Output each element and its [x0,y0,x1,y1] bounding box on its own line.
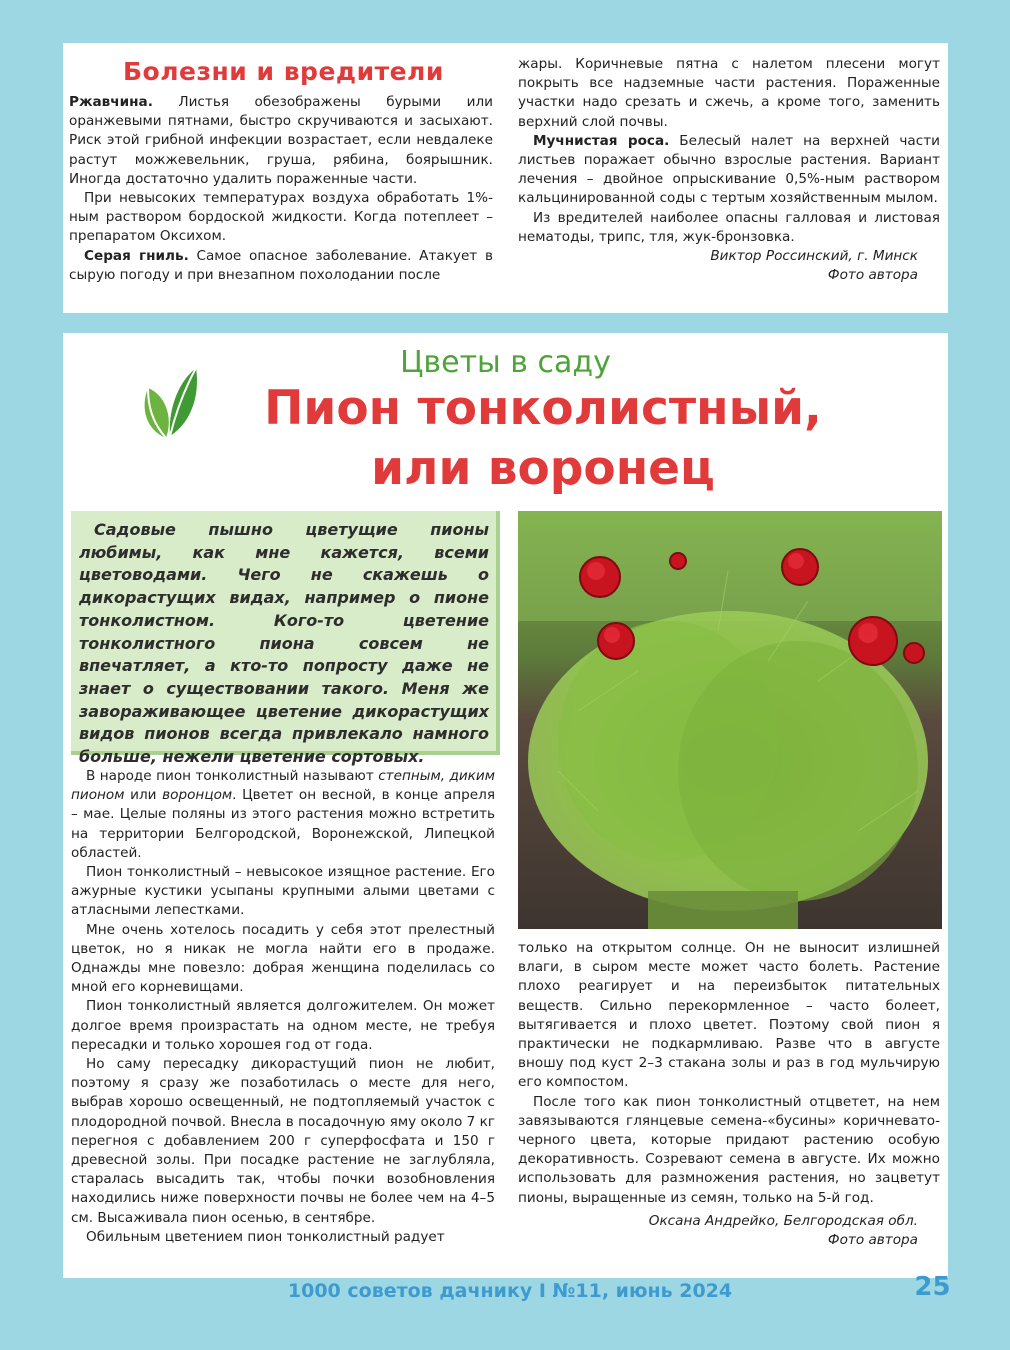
main-author: Оксана Андрейко, Белгородская обл. [648,1212,918,1229]
paragraph: После того как пион тонколистный отцветет, на нем завязываются глянцевые семена-«бусины» коричневато-черного цвета, которые придают растению особую декоративность. Созревают семена в августе. Их можно использовать для размножения растения, но зацветут пионы, выращенные из семян, только на 5-й год. [518,1093,940,1206]
paragraph: Пион тонколистный – невысокое изящное растение. Его ажурные кустики усыпаны крупными алыми цветами с атласными лепестками. [71,864,495,919]
main-right-column [518,939,940,1250]
lead-box [71,511,500,767]
paragraph: Мне очень хотелось посадить у себя этот прелестный цветок, но я никак не могла найти его в продаже. Однажды мне повезло: добрая женщина поделилась со мной его корневищами. [71,921,495,996]
main-photo-credit: Фото автора [827,1232,918,1249]
top-article-panel [63,43,948,313]
rubric: Цветы в саду [400,345,611,380]
main-article-panel [63,333,948,1278]
main-left-column [71,767,495,1247]
paragraph: Но саму пересадку дикорастущий пион не любит, поэтому я сразу же позаботилась о месте для него, выбрав хорошо освещенный, не подтопляемый участок с плодородной почвой. Внесла в посадочную яму около 7 кг перегноя с добавлением 200 г суперфосфата и 150 г древесной золы. При посадке растение не заглубляла, старалась высадить так, чтобы почки возобновления находились ниже поверхности почвы не более чем на 4–5 см. Высаживала пион осенью, в сентябре. [71,1056,495,1226]
peony-photo [518,511,942,929]
lead-text: Садовые пышно цветущие пионы любимы, как мне кажется, всеми цветоводами. Чего не скажешь о дикорастущих видах, например о пионе тонколистном. Кого-то цветение тонколистного пиона совсем не впечатляет, а кто-то попросту даже не знает о существовании такого. Меня же завораживающее цветение дикорастущих видов пионов всегда привлекало намного больше, нежели цветение сортовых. [79,520,489,767]
top-author: Виктор Россинский, г. Минск [710,248,918,265]
top-right-column [518,55,940,285]
paragraph-rust-treatment: При невысоких температурах воздуха обработать 1%-ным раствором бордоской жидкости. Когда потеплеет – препаратом Оксихом. [69,190,493,245]
paragraph-grey-rot: Серая гниль. Самое опасное заболевание. Атакует в сырую погоду и при внезапном похолодании после [69,247,493,283]
paragraph: только на открытом солнце. Он не выносит излишней влаги, в сыром месте может часто болеть. Растение плохо реагирует и на переизбыток питательных веществ. Сильно перекормленное – часто болеет, вытягивается и плохо цветет. Поэтому свой пион я практически не подкармливаю. Разве что в августе вношу под куст 2–3 стакана золы и раз в год мульчирую его компостом. [518,940,940,1091]
top-left-column [69,93,493,285]
paragraph-rust: Ржавчина. Листья обезображены бурыми или оранжевыми пятнами, быстро скручиваются и засыхают. Риск этой грибной инфекции возрастает, если невдалеке растут можжевельник, груша, рябина, боярышник. Иногда достаточно удалить пораженные части. [69,94,493,187]
headline [133,379,953,499]
paragraph-pests: Из вредителей наиболее опасны галловая и листовая нематоды, трипс, тля, жук-бронзовка. [518,209,940,245]
top-photo-credit: Фото автора [827,267,918,284]
paragraph: Обильным цветением пион тонколистный радует [86,1228,445,1245]
section-title: Болезни и вредители [123,57,444,86]
headline-line-2: или воронец [371,441,715,496]
paragraph-mildew: Мучнистая роса. Белесый налет на верхней части листьев поражает обычно взрослые растения. Вариант лечения – двойное опрыскивание 0,5%-ным раствором кальцинированной соды с тертым хозяйственным мылом. [518,132,940,207]
headline-line-1: Пион тонколистный, [264,381,822,436]
paragraph: Пион тонколистный является долгожителем. Он может долгое время произрастать на одном месте, не требуя пересадки и только хорошея год от года. [71,998,495,1053]
paragraph-intro: В народе пион тонколистный называют степным, диким пионом или воронцом. Цветет он весной, в конце апреля – мае. Целые поляны из этого растения можно встретить на территории Белгородской, Воронежской, Липецкой областей. [71,768,495,861]
paragraph-grey-rot-cont: жары. Коричневые пятна с налетом плесени могут покрыть все надземные части растения. Пораженные участки надо срезать и сжечь, а кроме того, заменить верхний слой почвы. [518,56,940,130]
magazine-footer: 1000 советов дачнику I №11, июнь 2024 [287,1280,733,1302]
page-number: 25 [914,1272,951,1302]
